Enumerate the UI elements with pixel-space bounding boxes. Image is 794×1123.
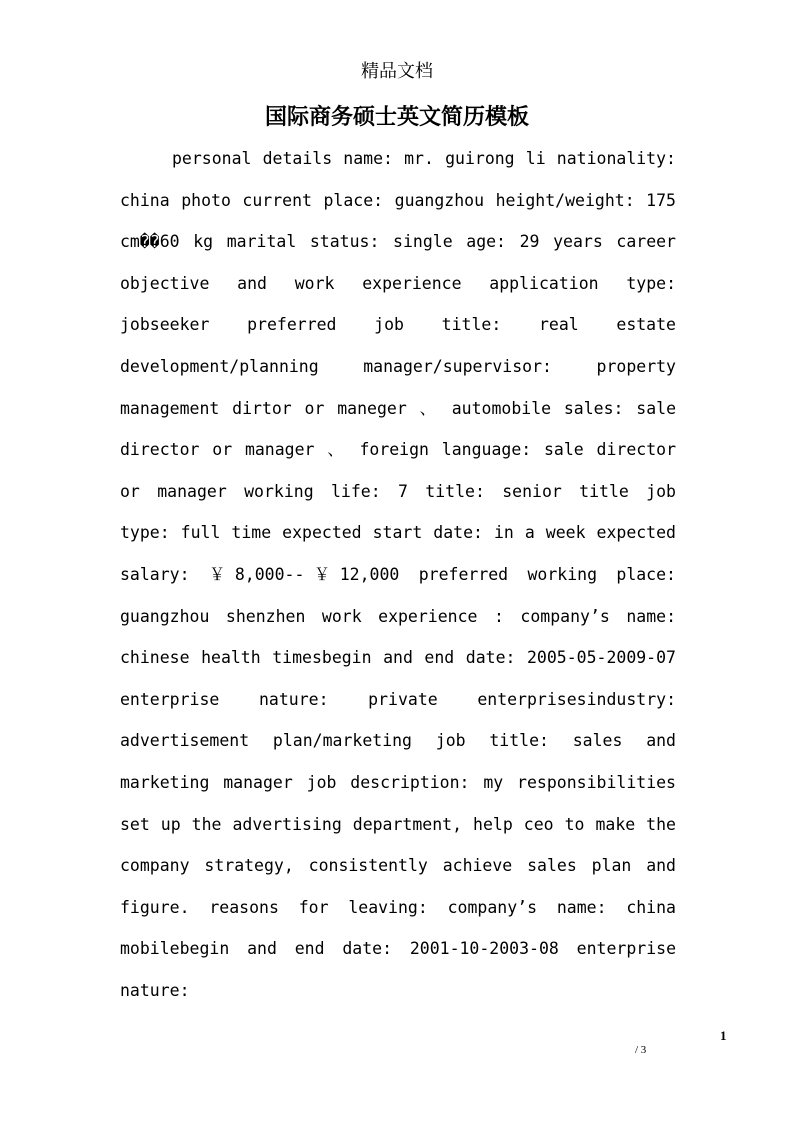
page-number: 1 [720, 1028, 727, 1043]
page-total: / 3 [635, 1044, 647, 1056]
document-header: 精品文档 [361, 61, 433, 82]
document-title: 国际商务硕士英文简历模板 [264, 104, 529, 130]
resume-body-text: personal details name: mr. guirong li nationality: china photo current place: guangzhou height/weight: 175 cm��60 kg marital status: single age: 29 years career objective and work experience application type: jobseeker preferred job title: real estate development/planning manager/supervisor: property management dirtor or maneger 、 automobile sales: sale director or manager 、 foreign language: sale director or manager working life: 7 title: senior title job type: full time expected start date: in a week expected salary: ￥8,000--￥12,000 preferred working place: guangzhou shenzhen work experience : company’s name: chinese health timesbegin and end date: 2005-05-2009-07 enterprise nature: private enterprisesindustry: advertisement plan/marketing job title: sales and marketing manager job description: my responsibilities set up the advertising department, help ceo to make the company strategy, consistently achieve sales plan and figure. reasons for leaving: company’s name: china mobilebegin and end date: 2001-10-2003-08 enterprise nature: [120, 149, 676, 1000]
